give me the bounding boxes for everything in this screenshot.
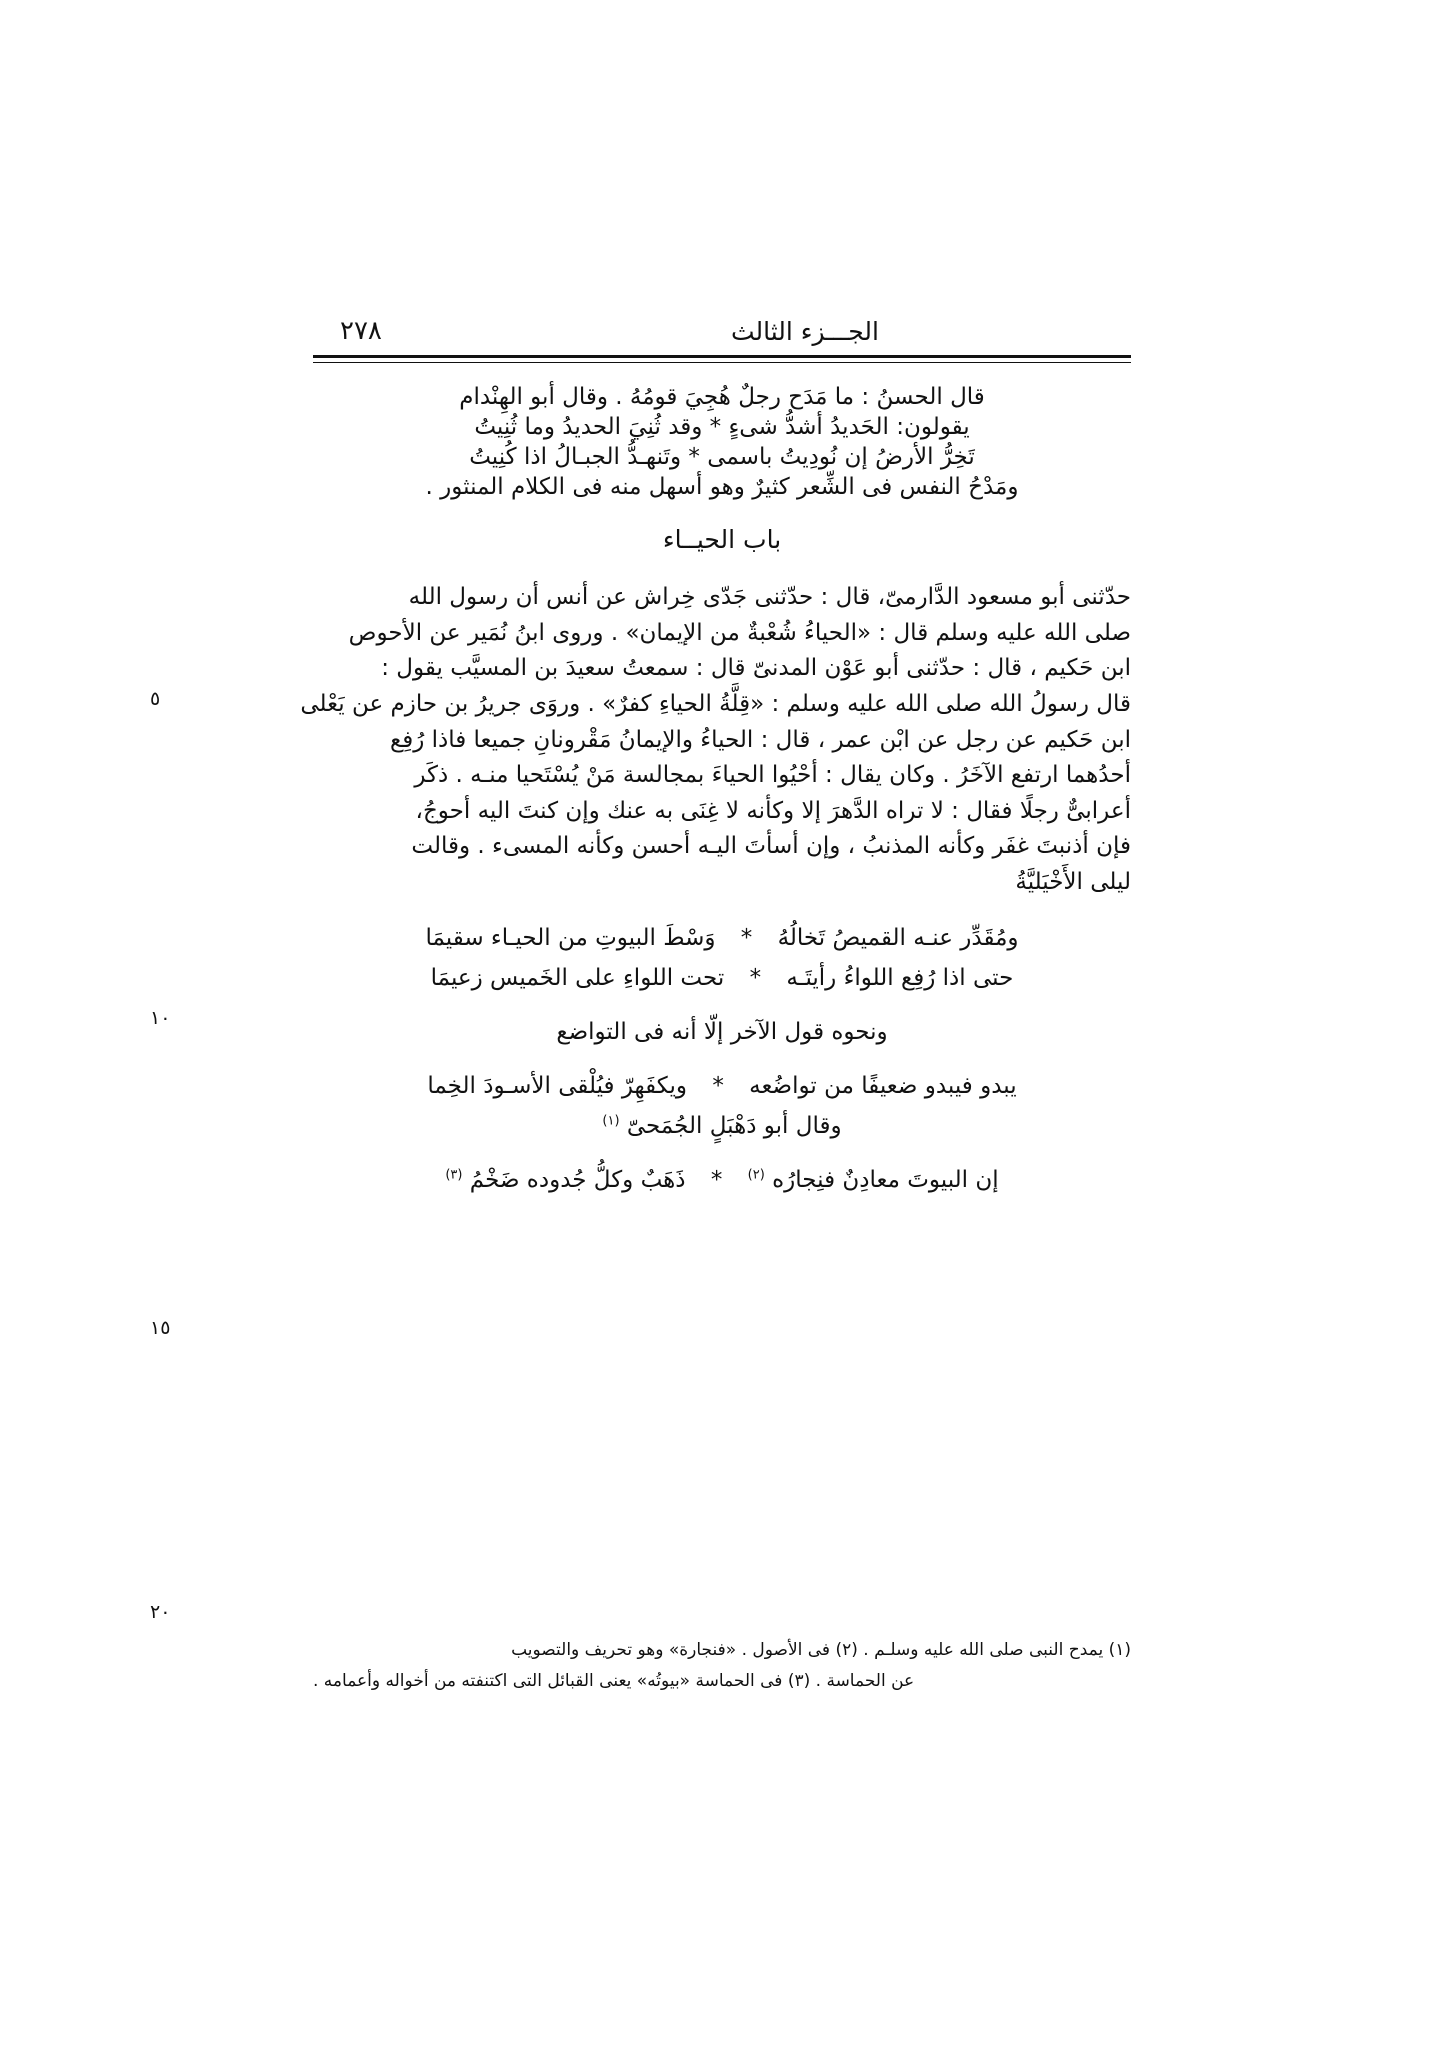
header-title: الجـــزء الثالث bbox=[730, 317, 879, 346]
footnote-marker: (٢) bbox=[747, 1167, 765, 1183]
header-divider-secondary bbox=[313, 362, 1131, 363]
opening-line-2: يقولون: الحَديدُ أشدُّ شىءٍ * وقد ثُنِيَ الحديدُ وما ثُنِيتُ bbox=[474, 414, 970, 440]
paragraph-line-1: حدّثنى أبو مسعود الدَّارمىّ، قال : حدّثنى جَدّى خِراش عن أنس أن رسول الله bbox=[408, 584, 1131, 610]
verse-line bbox=[313, 925, 1131, 951]
verse-hemistich-b: ذَهَبٌ وكلُّ جُدوده ضَخْمُ bbox=[469, 1166, 686, 1193]
paragraph-line-6: أحدُهما ارتفع الآخَرُ . وكان يقال : أحْيُوا الحياءَ بمجالسة مَنْ يُسْتَحيا منـه . ذكَر bbox=[414, 762, 1131, 789]
verse-line bbox=[313, 1167, 1131, 1193]
footnotes bbox=[313, 1635, 1131, 1698]
paragraph-line-8: فإن أذنبتَ غفَر وكأنه المذنبُ ، وإن أسأتَ اليـه أحسن وكأنه المسىء . وقالت bbox=[411, 833, 1131, 860]
body-text bbox=[300, 384, 1131, 1207]
paragraph-line-5: ابن حَكيم عن رجل عن ابْن عمر ، قال : الحياءُ والإيمانُ مَقْرونانِ جميعا فاذا رُفِع bbox=[389, 726, 1131, 753]
margin-line-number: ٢٠ bbox=[150, 1601, 171, 1623]
opening-line-3: تَخِرُّ الأرضُ إن نُودِيتُ باسمى * وتَنهـدُّ الجبـالُ اذا كُنِيتُ bbox=[469, 444, 975, 470]
verse-hemistich-a: حتى اذا رُفِع اللواءُ رأيتَـه bbox=[786, 964, 1014, 991]
paragraph-line-3: ابن حَكيم ، قال : حدّثنى أبو عَوْن المدنىّ قال : سمعتُ سعيدَ بن المسيَّب يقول : bbox=[381, 655, 1131, 682]
verse-hemistich-b: تحت اللواءِ على الخَميس زعيمَا bbox=[430, 964, 725, 991]
page-header bbox=[320, 300, 1129, 346]
footnote-marker: (١) bbox=[602, 1113, 620, 1129]
opening-line-4: ومَدْحُ النفس فى الشِّعر كثيرٌ وهو أسهل منه فى الكلام المنثور . bbox=[425, 474, 1019, 500]
footnote-marker: (٣) bbox=[445, 1167, 463, 1183]
paragraph-line-7: أعرابىٌّ رجلًا فقال : لا تراه الدَّهرَ إلا وكأنه لا غِنَى به عنك وإن كنتَ اليه أحوجُ، bbox=[415, 797, 1131, 824]
verse-line bbox=[313, 965, 1131, 991]
verse-hemistich-a: يبدو فيبدو ضعيفًا من تواضُعه bbox=[749, 1072, 1017, 1099]
verse-separator-icon: * bbox=[740, 924, 753, 951]
bridge-line: ونحوه قول الآخر إلّا أنه فى التواضع bbox=[556, 1018, 888, 1045]
header-divider bbox=[313, 355, 1131, 358]
verse-hemistich-b: وَسْطَ البيوتِ من الحيـاء سقيمَا bbox=[425, 924, 716, 951]
attribution-line bbox=[313, 1113, 1131, 1139]
verse-hemistich-a: إن البيوتَ معادِنٌ فنِجارُه bbox=[772, 1166, 999, 1193]
verse-separator-icon: * bbox=[749, 964, 762, 991]
paragraph-line-4: قال رسولُ الله صلى الله عليه وسلم : «قِلَّةُ الحياءِ كفرٌ» . وروَى جريرُ بن حازم عن يَعْلى bbox=[300, 690, 1131, 717]
paragraph-line-2: صلى الله عليه وسلم قال : «الحياءُ شُعْبةٌ من الإيمان» . وروى ابنُ نُمَير عن الأحوص bbox=[348, 619, 1131, 646]
paragraph-line-9: ليلى الأَخْيَليَّةُ bbox=[1015, 869, 1131, 896]
opening-line-1: قال الحسنُ : ما مَدَح رجلٌ هُجِيَ قومُهُ . وقال أبو الهِنْدام bbox=[459, 384, 985, 410]
verse-line bbox=[313, 1073, 1131, 1099]
verse-separator-icon: * bbox=[712, 1072, 724, 1099]
verse-hemistich-b: ويكفَهِرّ فيُلْقى الأسـودَ الخِما bbox=[427, 1072, 687, 1099]
margin-line-number: ١٠ bbox=[150, 1007, 171, 1029]
page-number: ٢٧٨ bbox=[340, 316, 382, 346]
margin-line-number: ١٥ bbox=[150, 1317, 171, 1339]
attribution-text: وقال أبو دَهْبَلٍ الجُمَحىّ bbox=[626, 1112, 842, 1139]
footnote-line: (١) يمدح النبى صلى الله عليه وسلـم . (٢) فى الأصول . «فنجارة» وهو تحريف والتصويب bbox=[511, 1640, 1131, 1660]
section-title: باب الحيــاء bbox=[662, 525, 782, 554]
verse-hemistich-a: ومُقَدِّر عنـه القميصُ تَخالُهُ bbox=[777, 924, 1019, 951]
verse-separator-icon: * bbox=[710, 1166, 723, 1193]
margin-line-number: ٥ bbox=[150, 688, 161, 710]
footnote-line: عن الحماسة . (٣) فى الحماسة «بيوتُه» يعنى القبائل التى اكتنفته من أخواله وأعمامه . bbox=[313, 1671, 915, 1692]
